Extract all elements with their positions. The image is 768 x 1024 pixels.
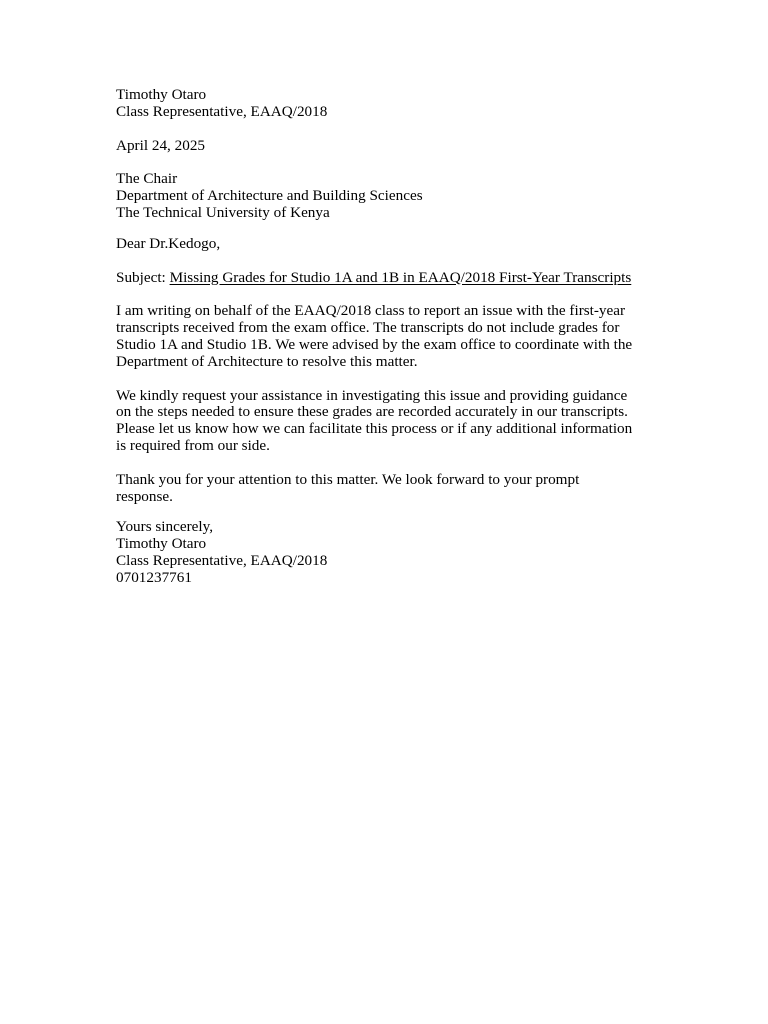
paragraph-line: Please let us know how we can facilitate this process or if any additional information — [116, 420, 633, 438]
paragraph-line: We kindly request your assistance in investigating this issue and providing guidance — [116, 386, 628, 404]
body-paragraph-1 — [116, 303, 656, 370]
valediction: Yours sincerely, — [116, 518, 214, 536]
signatory-name: Timothy Otaro — [116, 535, 207, 553]
signatory-phone: 0701237761 — [116, 568, 192, 586]
paragraph-line: Department of Architecture to resolve this matter. — [116, 352, 418, 370]
sender-title: Class Representative, EAAQ/2018 — [116, 102, 328, 120]
subject-label: Subject: — [116, 268, 170, 286]
body-paragraph-2 — [116, 388, 656, 455]
paragraph-line: Thank you for your attention to this matter. We look forward to your prompt — [116, 470, 580, 488]
body-paragraph-3 — [116, 472, 656, 506]
sender-block — [116, 87, 656, 121]
paragraph-line: transcripts received from the exam office. The transcripts do not include grades for — [116, 319, 620, 337]
recipient-line-1: The Chair — [116, 170, 178, 188]
paragraph-line: is required from our side. — [116, 436, 270, 454]
paragraph-line: Studio 1A and Studio 1B. We were advised by the exam office to coordinate with the — [116, 335, 633, 353]
salutation-block — [116, 236, 656, 253]
letter-date: April 24, 2025 — [116, 136, 206, 154]
closing-block — [116, 519, 656, 586]
date-block — [116, 138, 656, 155]
salutation: Dear Dr.Kedogo, — [116, 234, 221, 252]
paragraph-line: response. — [116, 487, 173, 505]
signatory-title: Class Representative, EAAQ/2018 — [116, 551, 328, 569]
recipient-line-2: Department of Architecture and Building Sciences — [116, 187, 423, 205]
letter — [116, 87, 656, 587]
sender-name: Timothy Otaro — [116, 86, 207, 103]
subject-text: Missing Grades for Studio 1A and 1B in EAAQ/2018 First-Year Transcripts — [169, 268, 632, 286]
subject-block — [116, 270, 656, 287]
subject-line — [116, 270, 656, 287]
paragraph-line: I am writing on behalf of the EAAQ/2018 class to report an issue with the first-year — [116, 302, 626, 320]
paragraph-line: on the steps needed to ensure these grades are recorded accurately in our transcripts. — [116, 403, 628, 421]
recipient-block — [116, 171, 656, 221]
recipient-line-3: The Technical University of Kenya — [116, 203, 330, 221]
